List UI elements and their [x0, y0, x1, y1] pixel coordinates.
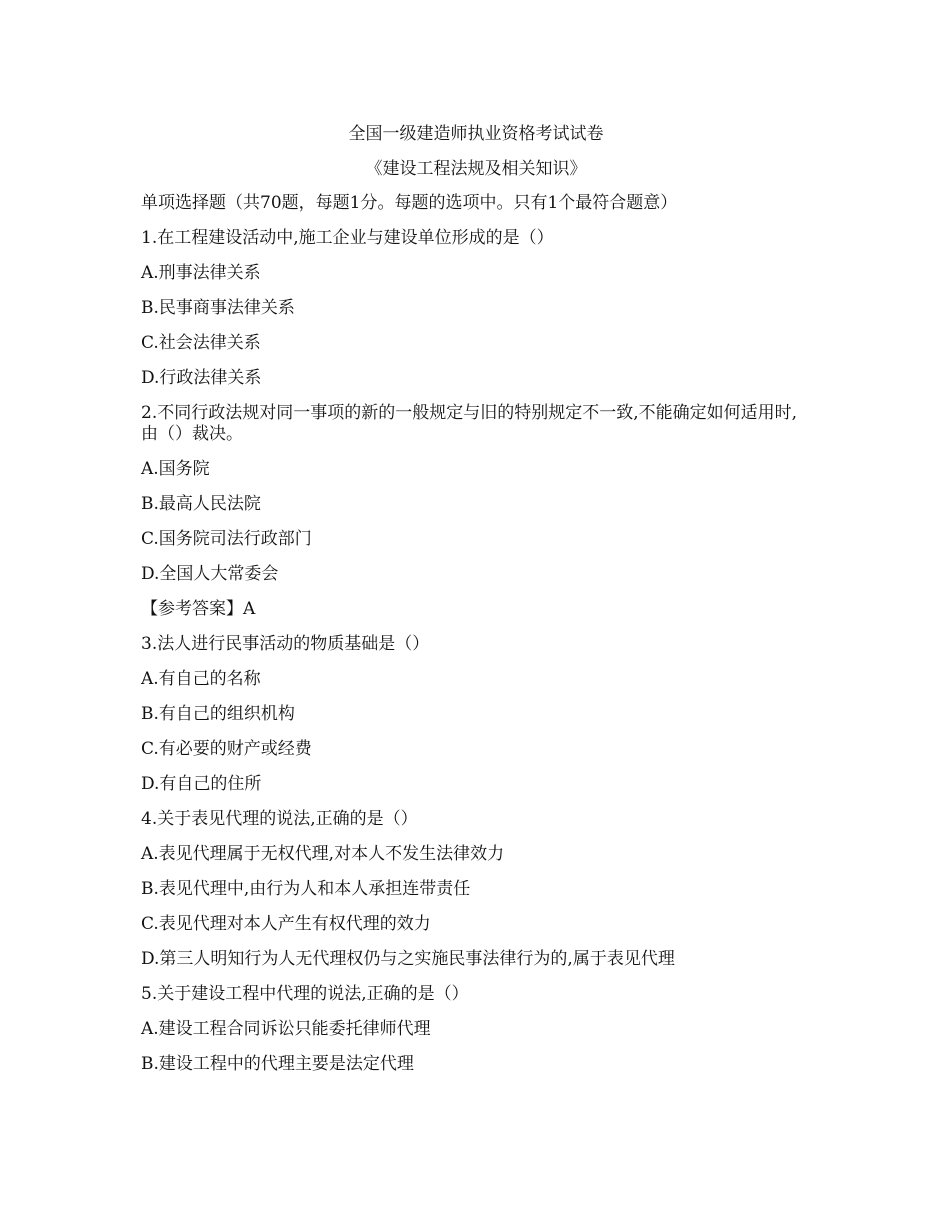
option-a: A.建设工程合同诉讼只能委托律师代理: [141, 1019, 431, 1039]
option-a: A.国务院: [141, 459, 210, 479]
option-a: A.刑事法律关系: [141, 263, 261, 283]
question-3: [141, 634, 811, 795]
option-b: B.民事商事法律关系: [141, 298, 295, 318]
option-d: D.有自己的住所: [141, 774, 262, 794]
document-content: [141, 124, 811, 1089]
option-c: C.有必要的财产或经费: [141, 739, 312, 759]
instruction-text: 单项选择题（共70题，每题1分。每题的选项中。只有1个最符合题意）: [141, 193, 678, 213]
question-stem: 3.法人进行民事活动的物质基础是（）: [141, 634, 430, 654]
reference-answer: 【参考答案】A: [141, 599, 256, 619]
option-b: B.建设工程中的代理主要是法定代理: [141, 1054, 414, 1074]
question-2: [141, 403, 811, 620]
option-c: C.国务院司法行政部门: [141, 529, 312, 549]
question-1: [141, 228, 811, 389]
option-b: B.最高人民法院: [141, 494, 261, 514]
option-a: A.表见代理属于无权代理,对本人不发生法律效力: [141, 844, 505, 864]
option-d: D.全国人大常委会: [141, 564, 279, 584]
question-stem: 5.关于建设工程中代理的说法,正确的是（）: [141, 984, 469, 1004]
option-b: B.表见代理中,由行为人和本人承担连带责任: [141, 879, 471, 899]
question-5: [141, 984, 811, 1075]
question-stem: 2.不同行政法规对同一事项的新的一般规定与旧的特别规定不一致,不能确定如何适用时,由（）裁决。: [141, 403, 798, 444]
option-d: D.第三人明知行为人无代理权仍与之实施民事法律行为的,属于表见代理: [141, 949, 675, 969]
question-stem: 1.在工程建设活动中,施工企业与建设单位形成的是（）: [141, 228, 554, 248]
question-4: [141, 809, 811, 970]
document-subtitle: 《建设工程法规及相关知识》: [365, 159, 587, 179]
document-title: 全国一级建造师执业资格考试试卷: [348, 124, 604, 144]
option-a: A.有自己的名称: [141, 669, 261, 689]
option-b: B.有自己的组织机构: [141, 704, 295, 724]
option-c: C.表见代理对本人产生有权代理的效力: [141, 914, 431, 934]
option-d: D.行政法律关系: [141, 368, 262, 388]
question-stem: 4.关于表见代理的说法,正确的是（）: [141, 809, 418, 829]
option-c: C.社会法律关系: [141, 333, 261, 353]
